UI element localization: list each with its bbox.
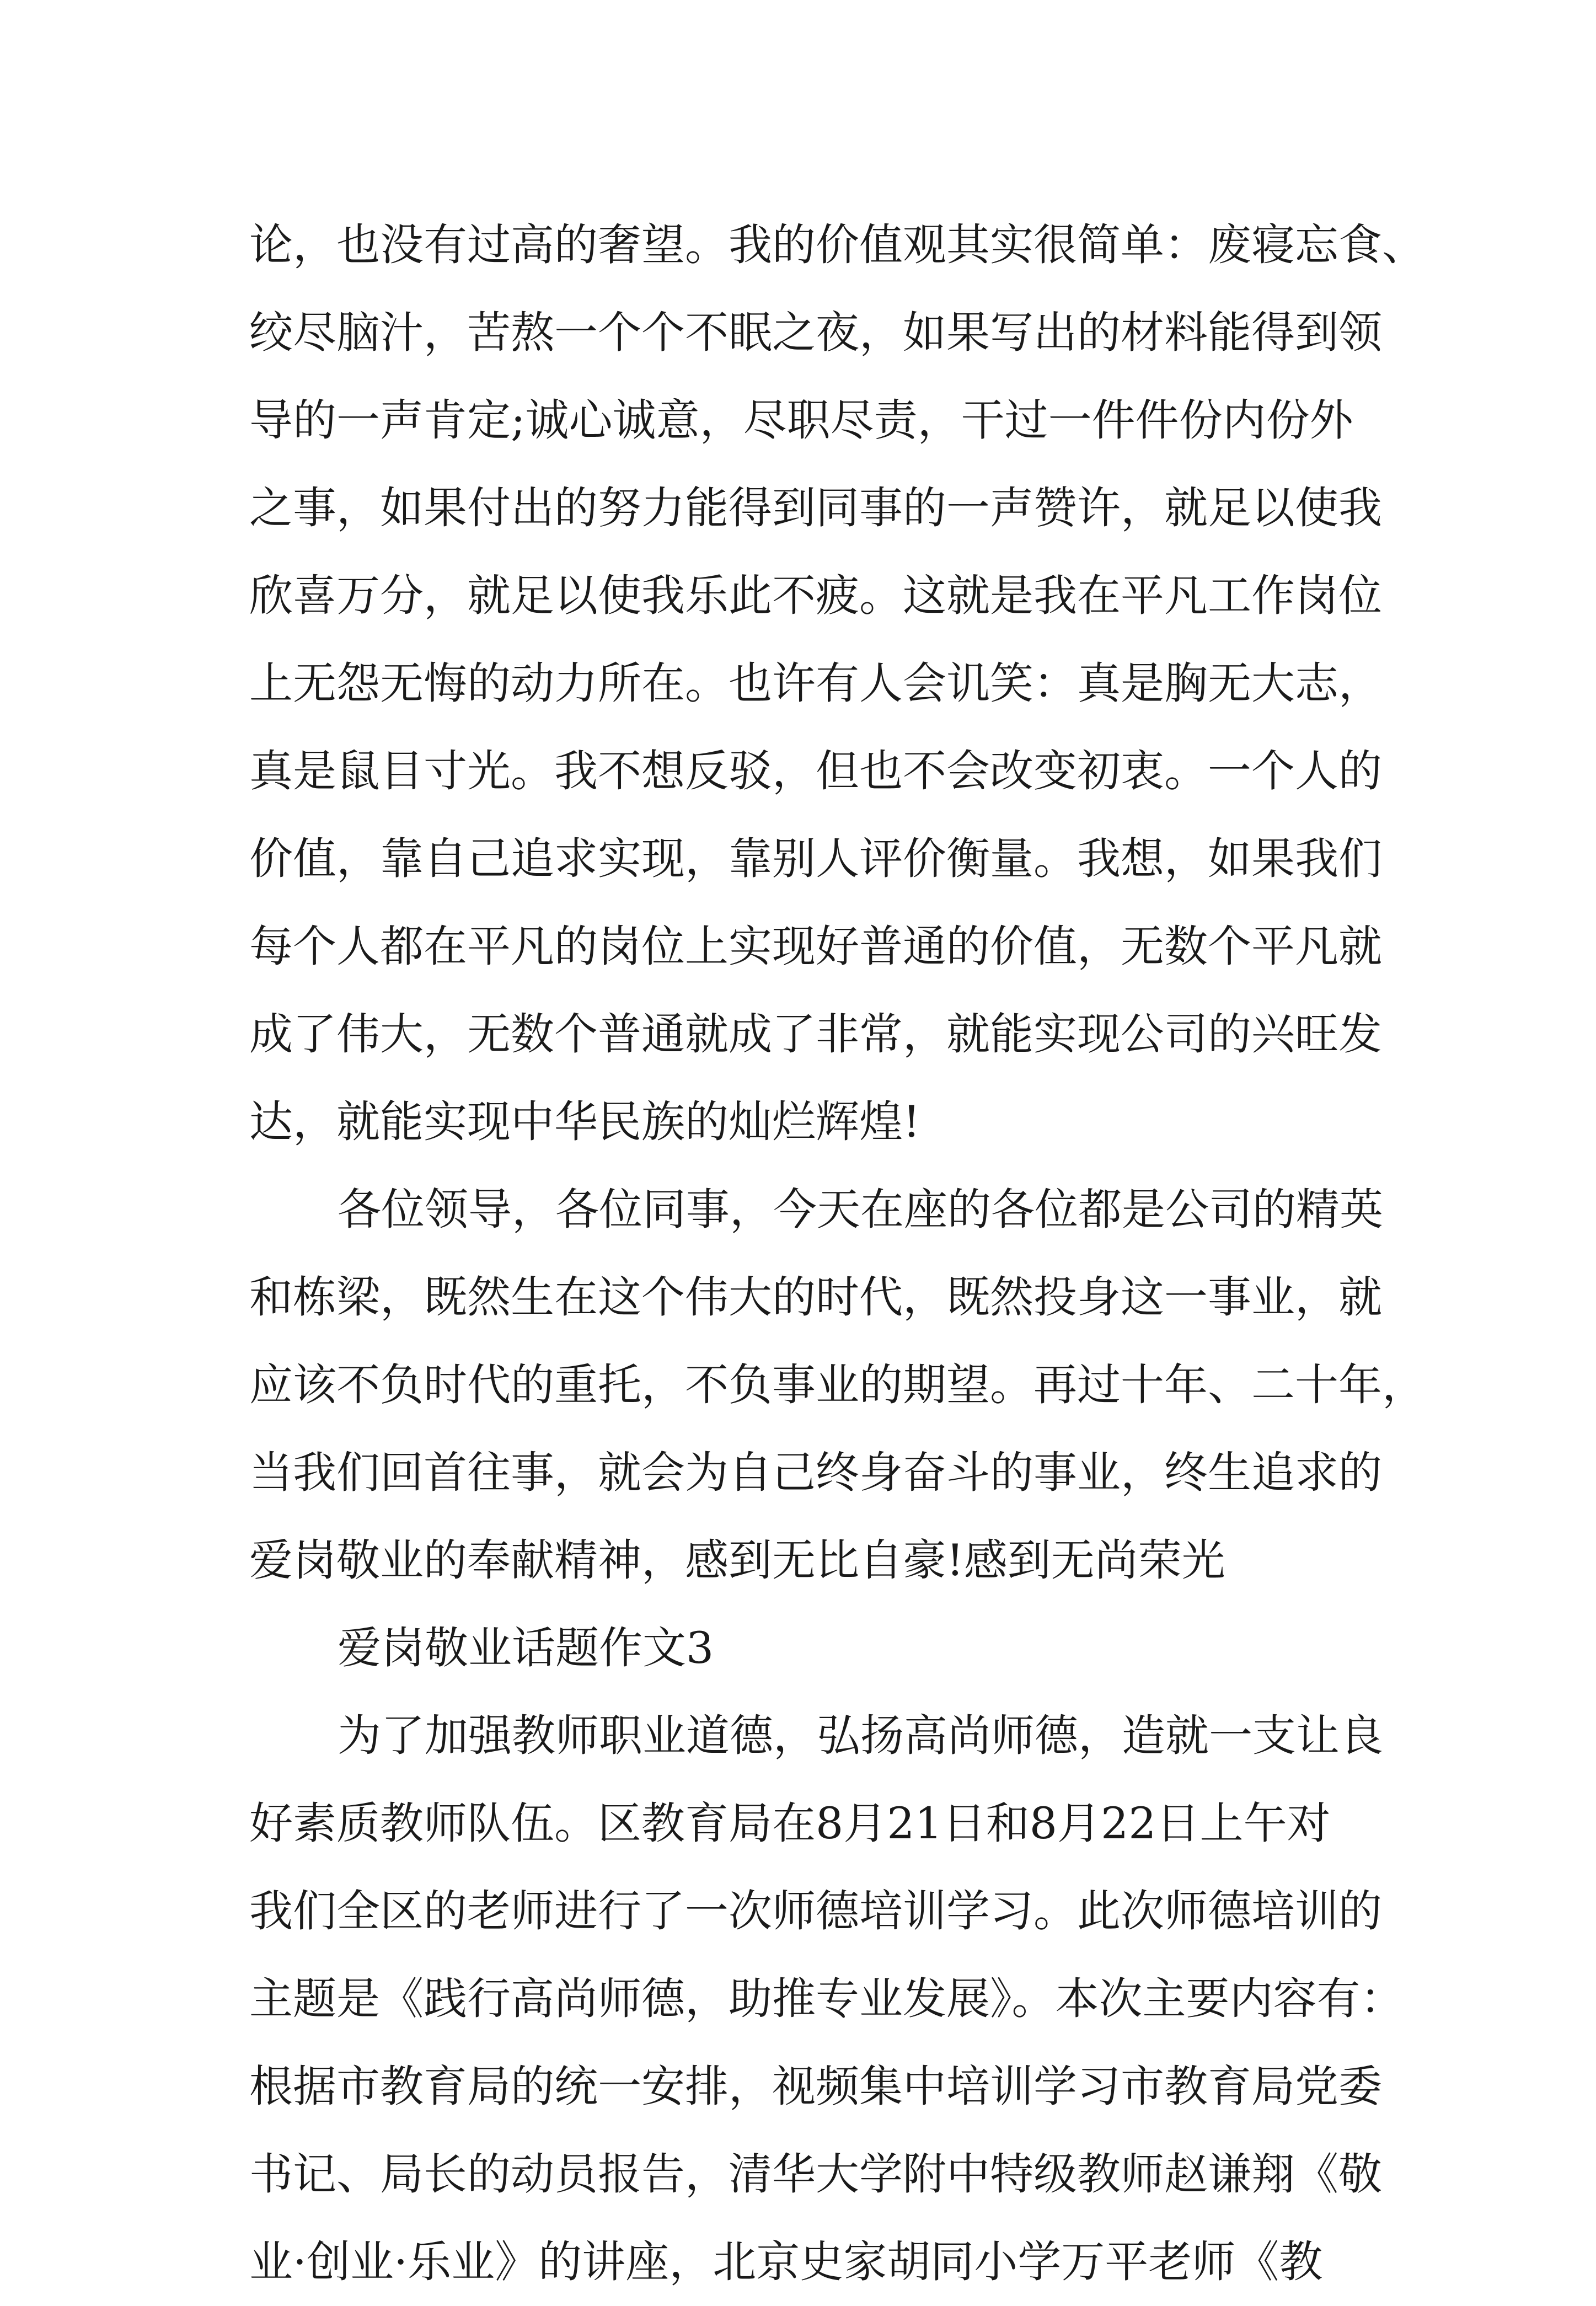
text-line: 爱岗敬业的奉献精神，感到无比自豪!感到无尚荣光 bbox=[249, 1535, 1225, 1586]
text-line: 绞尽脑汁，苦熬一个个不眠之夜，如果写出的材料能得到领 bbox=[249, 307, 1382, 358]
text-line: 根据市教育局的统一安排，视频集中培训学习市教育局党委 bbox=[249, 2061, 1382, 2112]
text-line: 主题是《践行高尚师德，助推专业发展》。本次主要内容有： bbox=[249, 1973, 1404, 2024]
text-line: 书记、局长的动员报告，清华大学附中特级教师赵谦翔《敬 bbox=[249, 2149, 1382, 2200]
text-line: 达，就能实现中华民族的灿烂辉煌! bbox=[249, 1096, 920, 1147]
text-line: 当我们回首往事，就会为自己终身奋斗的事业，终生追求的 bbox=[249, 1447, 1382, 1498]
text-line: 好素质教师队伍。区教育局在8月21日和8月22日上午对 bbox=[249, 1798, 1331, 1849]
text-line: 真是鼠目寸光。我不想反驳，但也不会改变初衷。一个人的 bbox=[249, 746, 1382, 796]
paragraph-start-line: 为了加强教师职业道德，弘扬高尚师德，造就一支让良 bbox=[338, 1710, 1383, 1761]
text-line: 欣喜万分，就足以使我乐此不疲。这就是我在平凡工作岗位 bbox=[249, 570, 1382, 621]
text-line: 导的一声肯定;诚心诚意，尽职尽责，干过一件件份内份外 bbox=[249, 395, 1353, 446]
text-line: 和栋梁，既然生在这个伟大的时代，既然投身这一事业，就 bbox=[249, 1272, 1382, 1323]
document-body bbox=[249, 201, 1426, 2306]
text-line: 价值，靠自己追求实现，靠别人评价衡量。我想，如果我们 bbox=[249, 833, 1382, 884]
section-heading: 爱岗敬业话题作文3 bbox=[338, 1623, 714, 1673]
text-line: 之事，如果付出的努力能得到同事的一声赞许，就足以使我 bbox=[249, 483, 1382, 533]
text-line: 论，也没有过高的奢望。我的价值观其实很简单：废寝忘食、 bbox=[249, 220, 1426, 270]
text-line: 每个人都在平凡的岗位上实现好普通的价值，无数个平凡就 bbox=[249, 921, 1382, 972]
paragraph-start-line: 各位领导，各位同事，今天在座的各位都是公司的精英 bbox=[338, 1184, 1383, 1235]
text-line: 业·创业·乐业》的讲座，北京史家胡同小学万平老师《教 bbox=[249, 2237, 1323, 2287]
text-line: 应该不负时代的重托，不负事业的期望。再过十年、二十年， bbox=[249, 1360, 1426, 1410]
text-line: 我们全区的老师进行了一次师德培训学习。此次师德培训的 bbox=[249, 1886, 1382, 1936]
text-line: 成了伟大，无数个普通就成了非常，就能实现公司的兴旺发 bbox=[249, 1009, 1382, 1060]
text-line: 上无怨无悔的动力所在。也许有人会讥笑：真是胸无大志， bbox=[249, 658, 1382, 709]
